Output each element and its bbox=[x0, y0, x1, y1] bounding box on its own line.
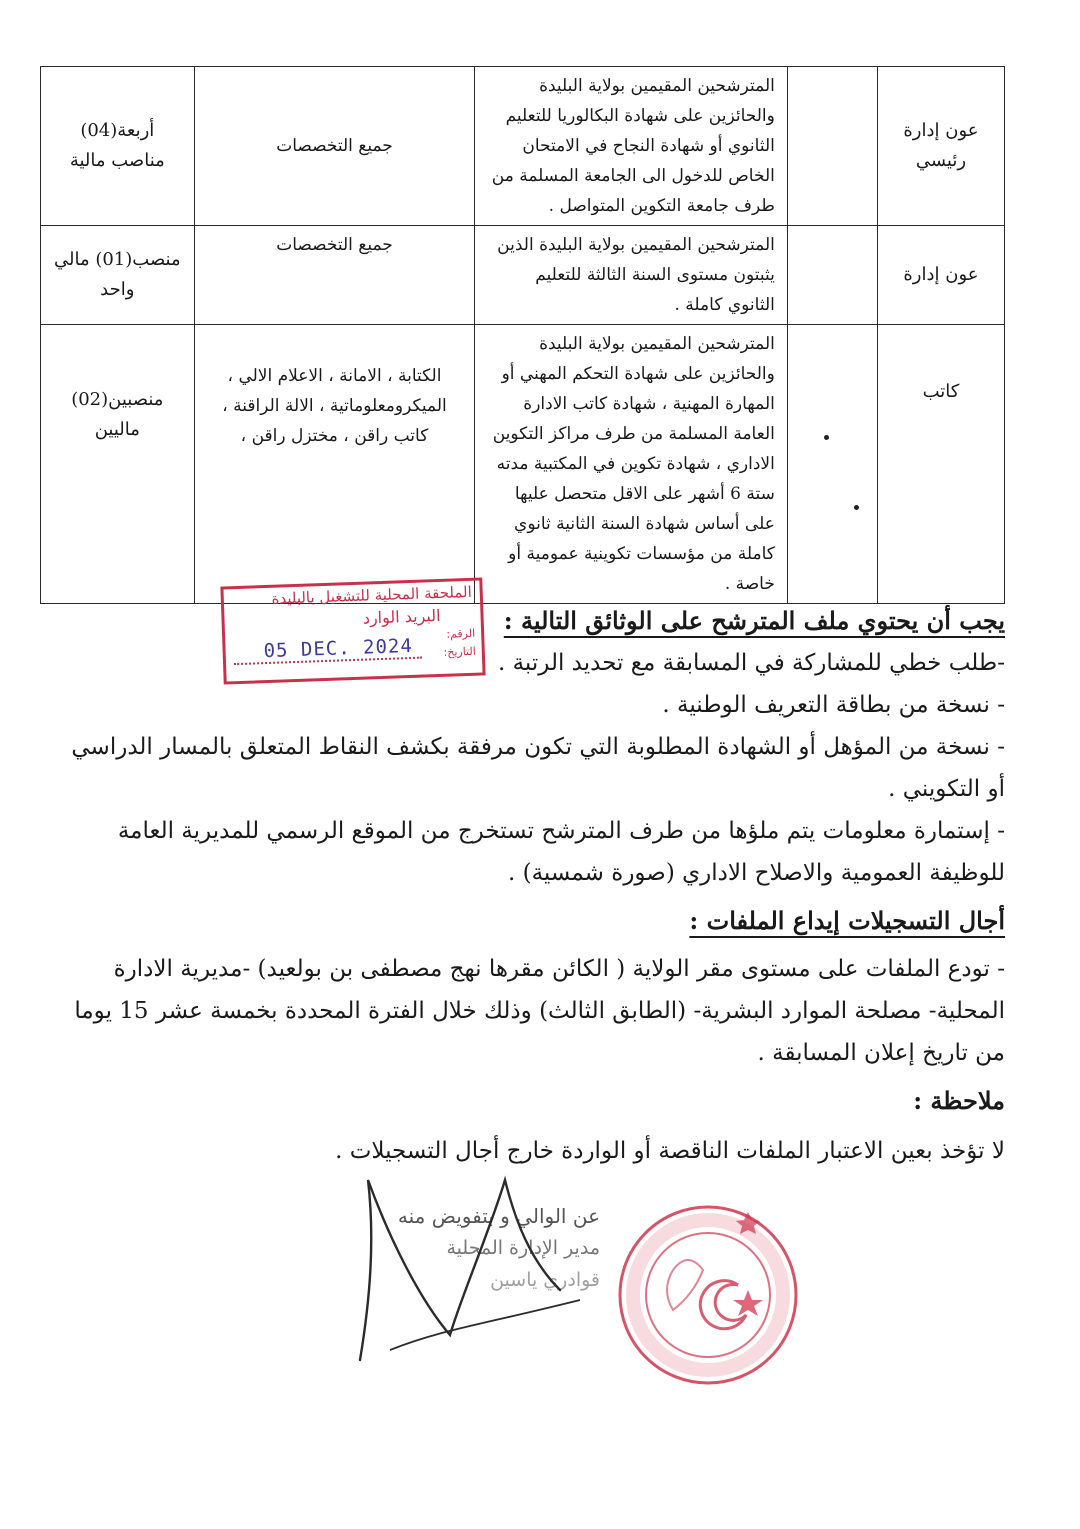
table-row bbox=[41, 67, 1005, 226]
grade-cell: كاتب bbox=[877, 325, 1004, 604]
stamp-date: 05 DEC. 2024 bbox=[263, 634, 414, 663]
specialty-cell: جميع التخصصات bbox=[194, 226, 475, 325]
document-item: - نسخة من بطاقة التعريف الوطنية . bbox=[662, 692, 1005, 718]
posts-cell: منصب(01) مالي واحد bbox=[41, 226, 195, 325]
director-name: قوادري ياسين bbox=[490, 1269, 600, 1291]
stamp-date-label: التاريخ: bbox=[443, 644, 477, 659]
deadlines-text: - تودع الملفات على مستوى مقر الولاية ( الكائن مقرها نهج مصطفى بن بولعيد) -مديرية الادارة المحلية- مصلحة الموارد البشرية- (الطابق الثالث) وذلك خلال الفترة المحددة بخمسة عشر 15 يوما من تاريخ إعلان المسابقة . bbox=[74, 956, 1005, 1066]
official-seal-icon bbox=[598, 1190, 808, 1390]
specialty-cell: جميع التخصصات bbox=[194, 67, 475, 226]
stamp-number-label: الرقم: bbox=[446, 626, 476, 641]
document-item: - نسخة من المؤهل أو الشهادة المطلوبة التي تكون مرفقة بكشف النقاط المتعلق بالمسار الدراسي أو التكويني . bbox=[71, 734, 1005, 802]
table-row bbox=[41, 325, 1005, 604]
note-label: ملاحظة : bbox=[913, 1086, 1005, 1115]
director-title: مدير الإدارة المحلية bbox=[446, 1237, 600, 1259]
announcement-body bbox=[60, 600, 1005, 1172]
stamp-agency-label: الملحقة المحلية للتشغيل بالبليدة bbox=[271, 582, 473, 608]
document-item: - إستمارة معلومات يتم ملؤها من طرف المترشح تستخرج من الموقع الرسمي للمديرية العامة للوظيفة العمومية والاصلاح الاداري (صورة شمسية) . bbox=[117, 818, 1005, 886]
grade-cell: عون إدارة bbox=[877, 226, 1004, 325]
stray-dot bbox=[854, 505, 859, 510]
posts-cell: منصبين(02) ماليين bbox=[41, 325, 195, 604]
stray-dot bbox=[824, 435, 829, 440]
specialty-cell: الكتابة ، الامانة ، الاعلام الالي ، الميكرومعلوماتية ، الالة الراقنة ، كاتب راقن ، مختزل راقن ، bbox=[194, 325, 475, 604]
conditions-cell: المترشحين المقيمين بولاية البليدة والحائزين على شهادة التحكم المهني أو المهارة المهنية ، شهادة كاتب الادارة العامة المسلمة من طرف مراكز التكوين الاداري ، شهادة تكوين في المكتبية مدته ستة 6 أشهر على الاقل متحصل عليها على أساس شهادة السنة الثانية ثانوي كاملة من مؤسسات تكوينية عمومية أو خاصة . bbox=[475, 325, 788, 604]
documents-heading: يجب أن يحتوي ملف المترشح على الوثائق التالية : bbox=[503, 606, 1005, 635]
empty-cell bbox=[787, 325, 877, 604]
empty-cell bbox=[787, 67, 877, 226]
table-row bbox=[41, 226, 1005, 325]
delegation-line: عن الوالي و بتفويض منه bbox=[397, 1204, 600, 1228]
document-item: -طلب خطي للمشاركة في المسابقة مع تحديد الرتبة . bbox=[497, 650, 1005, 676]
conditions-cell: المترشحين المقيمين بولاية البليدة الذين يثبتون مستوى السنة الثالثة للتعليم الثانوي كاملة . bbox=[475, 226, 788, 325]
conditions-cell: المترشحين المقيمين بولاية البليدة والحائزين على شهادة البكالوريا للتعليم الثانوي أو شهادة النجاح في الامتحان الخاص للدخول الى الجامعة المسلمة من طرف جامعة التكوين المتواصل . bbox=[475, 67, 788, 226]
note-text: لا تؤخذ بعين الاعتبار الملفات الناقصة أو الواردة خارج أجال التسجيلات . bbox=[335, 1138, 1005, 1164]
handwritten-signature bbox=[330, 1150, 630, 1400]
grade-cell: عون إدارة رئيسي bbox=[877, 67, 1004, 226]
deadlines-heading: أجال التسجيلات إيداع الملفات : bbox=[689, 906, 1005, 935]
posts-cell: أربعة(04) مناصب مالية bbox=[41, 67, 195, 226]
posts-table bbox=[40, 66, 1005, 604]
empty-cell bbox=[787, 226, 877, 325]
stamp-mail-label: البريد الوارد bbox=[362, 605, 441, 628]
